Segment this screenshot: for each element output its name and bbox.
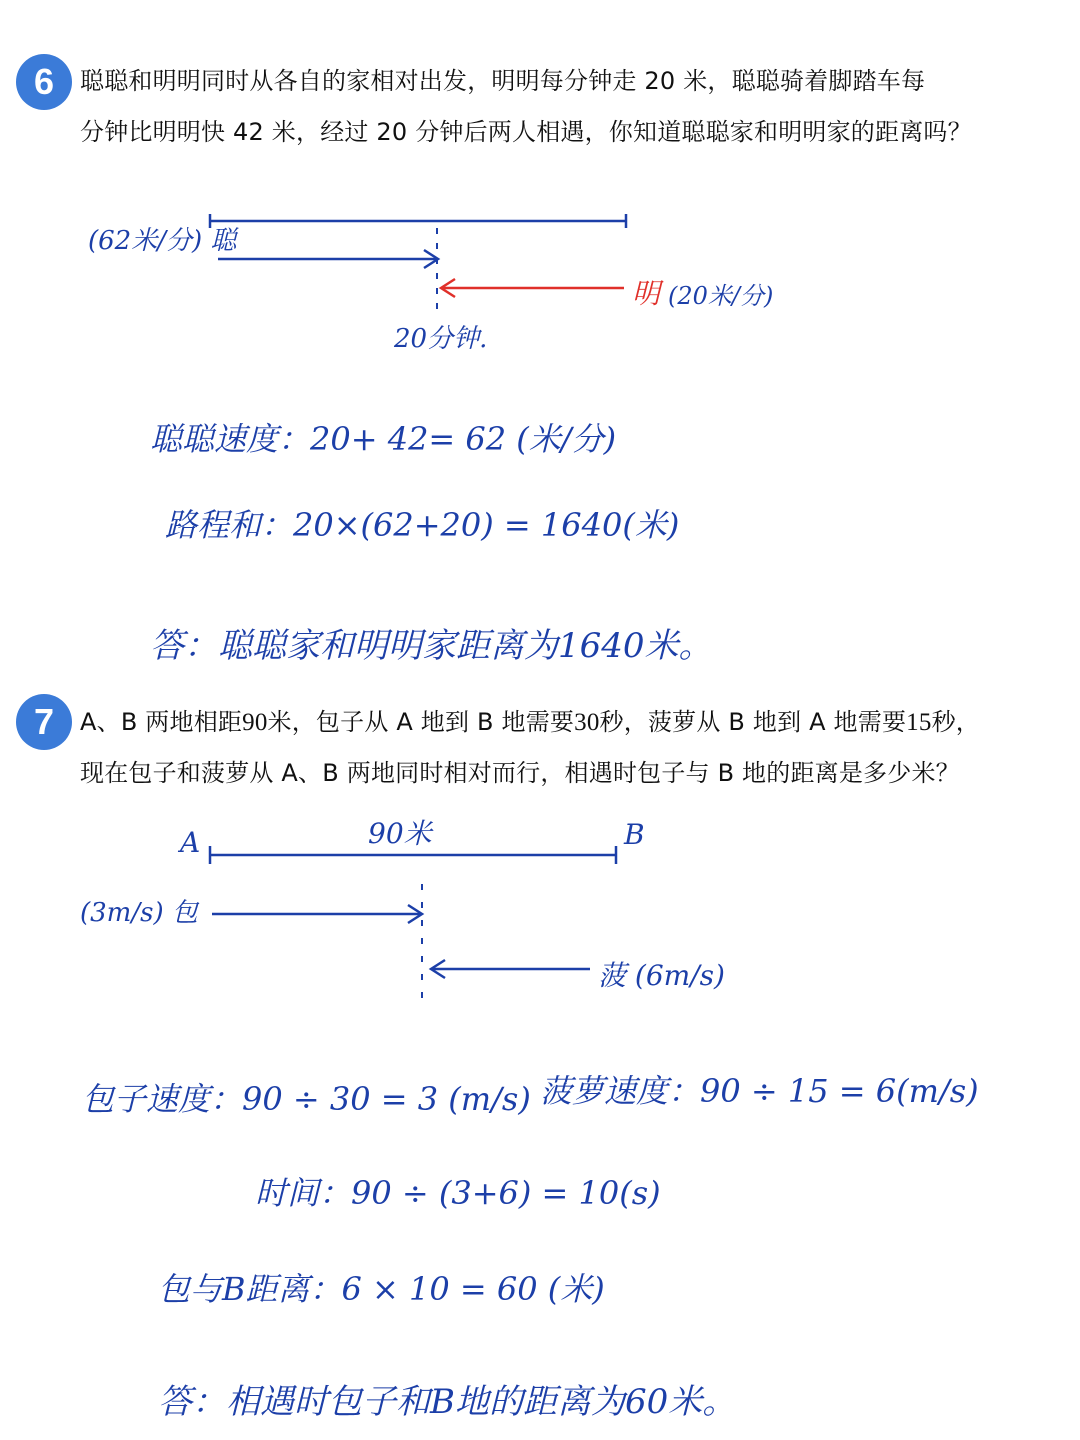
diagram-meet-label: 20分钟. — [394, 324, 488, 354]
answer-line: 答：聪聪家和明明家距离为1640米。 — [150, 626, 713, 666]
answer-line: 答：相遇时包子和B地的距离为60米。 — [158, 1382, 737, 1422]
distance-label: 90米 — [368, 817, 432, 850]
question-line: 现在包子和菠萝从 A、B 两地同时相对而行，相遇时包子与 B 地的距离是多少米？ — [80, 759, 960, 787]
question-fragment: 米，包子从 A 地到 B 地需要 — [267, 708, 575, 736]
work-line: 包与B距离：6 × 10 = 60 (米) — [158, 1270, 605, 1308]
question-line: 聪聪和明明同时从各自的家相对出发，明明每分钟走 20 米，聪聪骑着脚踏车每 — [80, 67, 926, 95]
problem-number-badge: 6 — [16, 54, 72, 110]
work-line: 时间：90 ÷ (3+6) = 10(s) — [255, 1174, 661, 1212]
question-fragment: 秒，菠萝从 B 地到 A 地需要 — [599, 708, 907, 736]
work-line: 包子速度：90 ÷ 30 = 3 (m/s) — [82, 1080, 531, 1118]
work-line: 菠萝速度：90 ÷ 15 = 6(m/s) — [540, 1072, 979, 1110]
diagram-right-speed: (20米/分) — [668, 282, 774, 310]
question-number: 15 — [906, 709, 932, 736]
work-line: 聪聪速度：20+ 42= 62 (米/分) — [150, 420, 617, 458]
question-fragment: 秒， — [931, 708, 980, 736]
question-number: 90 — [242, 709, 268, 736]
diagram-right-label: 菠 (6m/s) — [598, 959, 725, 992]
work-line: 路程和：20×(62+20) = 1640(米) — [165, 506, 680, 544]
point-b-label: B — [624, 818, 645, 851]
question-number: 30 — [574, 709, 600, 736]
point-a-label: A — [180, 826, 201, 859]
question-fragment: A、B 两地相距 — [80, 708, 243, 736]
problem-number-badge: 7 — [16, 694, 72, 750]
diagram-left-label: (3m/s) 包 — [80, 898, 198, 928]
diagram-left-label: (62米/分) 聪 — [88, 226, 237, 256]
question-line: 分钟比明明快 42 米，经过 20 分钟后两人相遇，你知道聪聪家和明明家的距离吗？ — [80, 118, 972, 146]
diagram-right-name: 明 — [632, 277, 661, 310]
